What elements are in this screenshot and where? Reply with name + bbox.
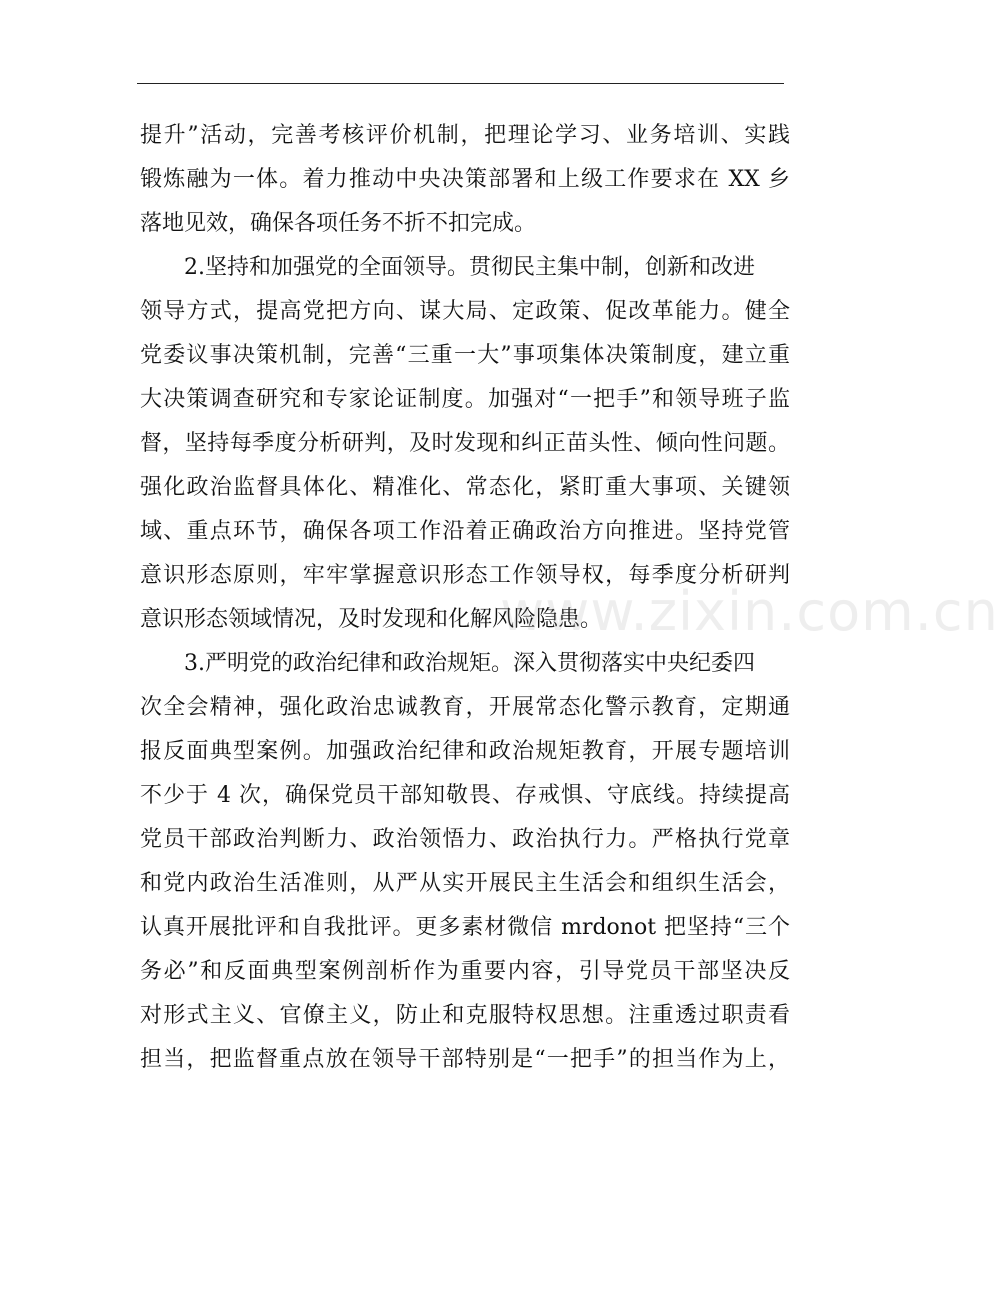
text-line: 域、重点环节，确保各项工作沿着正确政治方向推进。坚持党管 (140, 519, 790, 544)
text-line: 务必”和反面典型案例剖析作为重要内容，引导党员干部坚决反 (140, 959, 790, 984)
text-line: 不少于 4 次，确保党员干部知敬畏、存戒惧、守底线。持续提高 (140, 783, 790, 808)
text-line: 和党内政治生活准则，从严从实开展民主生活会和组织生活会， (140, 871, 790, 896)
text-line: 2.坚持和加强党的全面领导。贯彻民主集中制，创新和改进 (184, 255, 755, 280)
text-line: 意识形态原则，牢牢掌握意识形态工作领导权，每季度分析研判 (140, 563, 790, 588)
text-line: 党员干部政治判断力、政治领悟力、政治执行力。严格执行党章 (140, 827, 790, 852)
text-line: 认真开展批评和自我批评。更多素材微信 mrdonot 把坚持“三个 (140, 915, 790, 940)
header-rule (137, 83, 784, 84)
text-line: 对形式主义、官僚主义，防止和克服特权思想。注重透过职责看 (140, 1003, 790, 1028)
text-line: 报反面典型案例。加强政治纪律和政治规矩教育，开展专题培训 (140, 739, 790, 764)
body-text (140, 114, 790, 1082)
text-line: 意识形态领域情况，及时发现和化解风险隐患。 (140, 607, 603, 632)
text-line: 强化政治监督具体化、精准化、常态化，紧盯重大事项、关键领 (140, 475, 790, 500)
text-line: 担当，把监督重点放在领导干部特别是“一把手”的担当作为上， (140, 1047, 790, 1072)
watermark: www.zixin.com.cn (500, 580, 999, 643)
text-line: 3.严明党的政治纪律和政治规矩。深入贯彻落实中央纪委四 (184, 651, 755, 676)
text-line: 锻炼融为一体。着力推动中央决策部署和上级工作要求在 XX 乡 (140, 167, 790, 192)
text-line: 大决策调查研究和专家论证制度。加强对“一把手”和领导班子监 (140, 387, 790, 412)
text-line: 提升”活动，完善考核评价机制，把理论学习、业务培训、实践 (140, 123, 790, 148)
text-line: 次全会精神，强化政治忠诚教育，开展常态化警示教育，定期通 (140, 695, 790, 720)
text-line: 落地见效，确保各项任务不折不扣完成。 (140, 211, 537, 236)
text-line: 督，坚持每季度分析研判，及时发现和纠正苗头性、倾向性问题。 (140, 431, 790, 456)
text-line: 领导方式，提高党把方向、谋大局、定政策、促改革能力。健全 (140, 299, 790, 324)
text-line: 党委议事决策机制，完善“三重一大”事项集体决策制度，建立重 (140, 343, 790, 368)
